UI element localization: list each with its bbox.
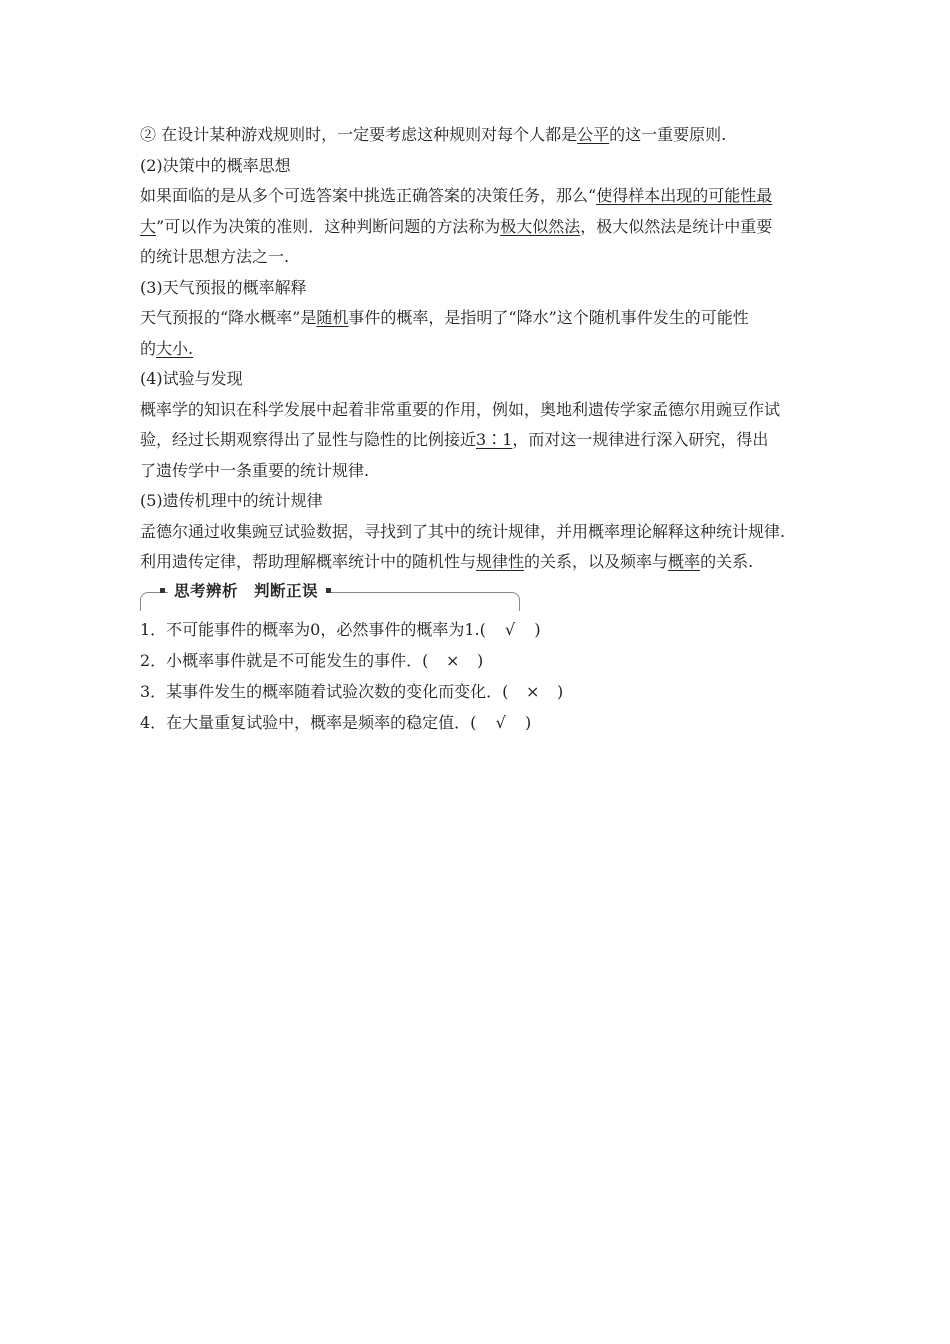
answer-regularity: 规律性 xyxy=(476,552,525,571)
text: 的 xyxy=(140,338,157,358)
answer-max-likelihood-phrase: 使得样本出现的可能性最 xyxy=(596,186,773,205)
paragraph-weather-1 xyxy=(140,303,820,334)
heading-experiment: (4)试验与发现 xyxy=(140,369,243,388)
answer-ratio: 3∶1 xyxy=(476,430,513,449)
answer-random: 随机 xyxy=(316,308,349,327)
paragraph-experiment-2 xyxy=(140,425,820,456)
paragraph-decision-1 xyxy=(140,181,820,212)
answer-mle: 极大似然法 xyxy=(500,216,581,236)
question-text: 3．某事件发生的概率随着试验次数的变化而变化．( xyxy=(140,681,509,701)
text: ) xyxy=(534,619,541,639)
paragraph-genetics-1: 孟德尔通过收集豌豆试验数据，寻找到了其中的统计规律，并用概率理论解释这种统计规律. xyxy=(140,521,786,541)
text: 事件的概率，是指明了“降水”这个随机事件发生的可能性 xyxy=(348,308,749,327)
paragraph-genetics-2 xyxy=(140,547,820,578)
text: ② 在设计某种游戏规则时，一定要考虑这种规则对每个人都是 xyxy=(140,125,578,144)
section-title: 思考辨析 判断正误 xyxy=(168,580,326,602)
text: 验，经过长期观察得出了显性与隐性的比例接近 xyxy=(140,430,477,449)
square-bullet-icon xyxy=(326,588,331,593)
paragraph-experiment-3: 了遗传学中一条重要的统计规律. xyxy=(140,460,370,480)
section-banner xyxy=(140,580,520,610)
answer-max-likelihood-phrase-end: 大 xyxy=(140,216,157,236)
answer-magnitude: 大小. xyxy=(156,338,194,358)
paragraph-decision-2 xyxy=(140,212,820,243)
question-4 xyxy=(140,707,820,738)
text: 天气预报的“降水概率”是 xyxy=(140,308,317,327)
heading-weather: (3)天气预报的概率解释 xyxy=(140,277,307,297)
question-text: 4．在大量重复试验中，概率是频率的稳定值．( xyxy=(140,712,477,732)
heading-decision: (2)决策中的概率思想 xyxy=(140,155,291,175)
document-body xyxy=(140,120,820,738)
text: 的关系，以及频率与 xyxy=(524,552,669,571)
cross-mark-icon: × xyxy=(446,650,460,670)
text: 如果面临的是从多个可选答案中挑选正确答案的决策任务，那么“ xyxy=(140,186,597,205)
text: ) xyxy=(524,712,532,732)
text: ”可以作为决策的准则．这种判断问题的方法称为 xyxy=(156,216,501,236)
heading-genetics: (5)遗传机理中的统计规律 xyxy=(140,491,323,510)
check-mark-icon: √ xyxy=(505,619,516,639)
text: ，极大似然法是统计中重要 xyxy=(580,216,773,236)
question-3 xyxy=(140,676,820,707)
paragraph-fairness xyxy=(140,120,820,151)
text: ，而对这一规律进行深入研究，得出 xyxy=(512,430,769,449)
question-text: 2．小概率事件就是不可能发生的事件．( xyxy=(140,650,429,670)
text: 的关系. xyxy=(700,552,754,571)
paragraph-weather-2 xyxy=(140,334,820,365)
question-1 xyxy=(140,614,820,645)
question-2 xyxy=(140,645,820,676)
question-text: 1．不可能事件的概率为0，必然事件的概率为1.( xyxy=(140,619,486,639)
text: ) xyxy=(556,681,564,701)
text: 利用遗传定律，帮助理解概率统计中的随机性与 xyxy=(140,552,477,571)
cross-mark-icon: × xyxy=(526,681,540,701)
paragraph-decision-3: 的统计思想方法之一. xyxy=(140,247,290,266)
paragraph-experiment-1: 概率学的知识在科学发展中起着非常重要的作用，例如，奥地利遗传学家孟德尔用豌豆作试 xyxy=(140,399,781,419)
text: 的这一重要原则. xyxy=(609,125,727,144)
answer-fair: 公平 xyxy=(577,125,610,144)
answer-probability: 概率 xyxy=(668,552,701,571)
check-mark-icon: √ xyxy=(495,712,506,732)
square-bullet-icon xyxy=(160,588,165,593)
text: ) xyxy=(476,650,484,670)
